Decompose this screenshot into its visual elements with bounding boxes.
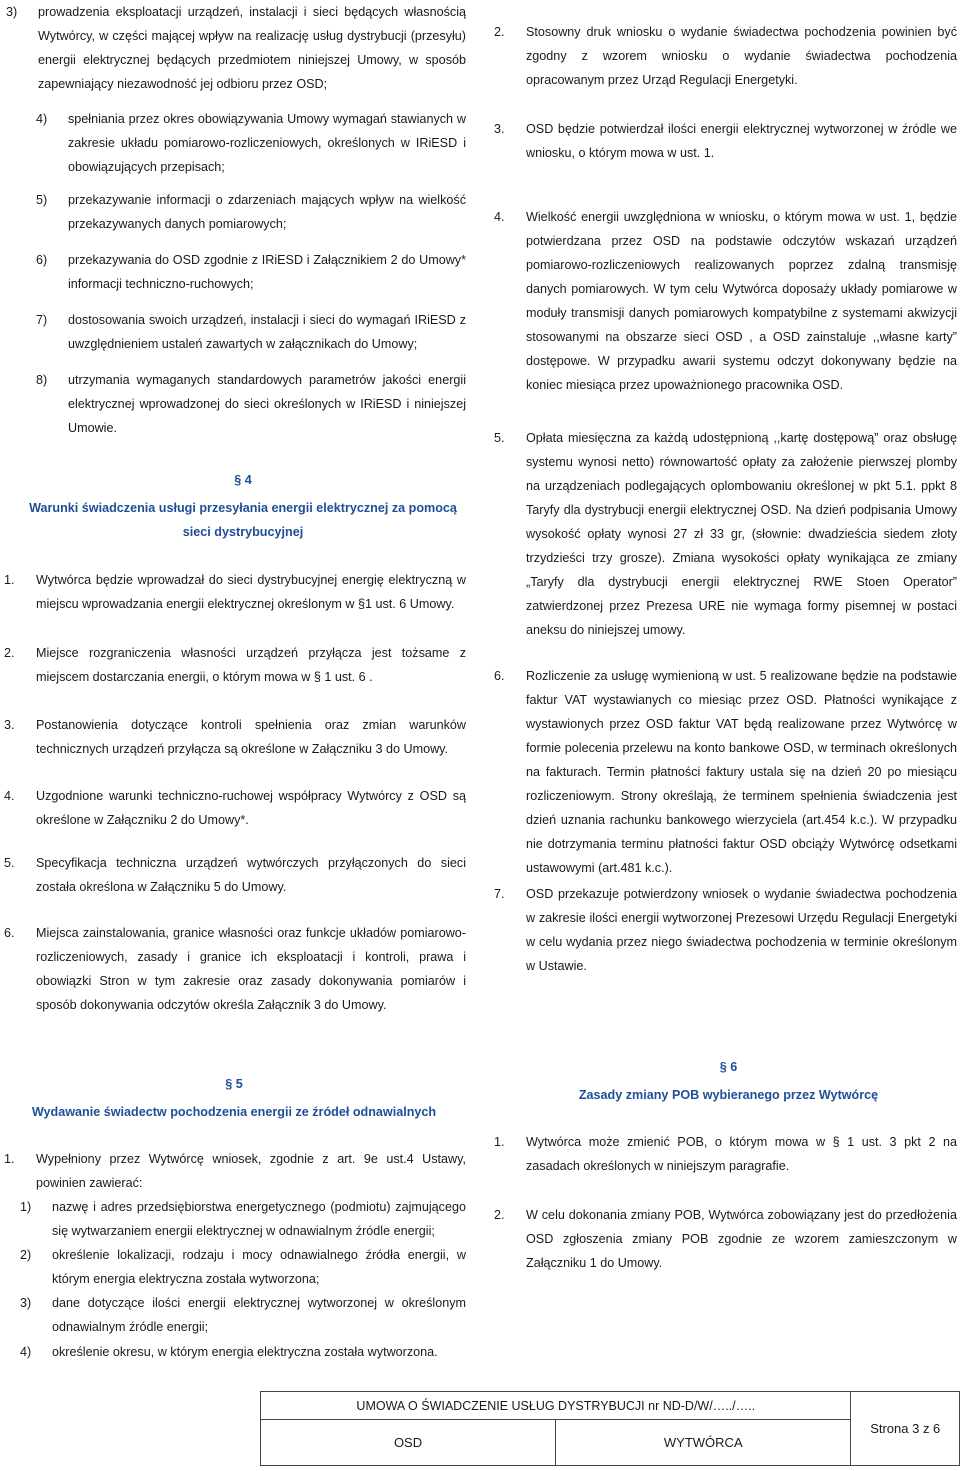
list-item-text: dane dotyczące ilości energii elektrycznej wytworzonej w określonym odnawialnym źródle energii; <box>52 1296 466 1334</box>
paragraph-text: Wytwórca może zmienić POB, o którym mowa w § 1 ust. 3 pkt 2 na zasadach określonych w niniejszym paragrafie. <box>526 1135 957 1173</box>
paragraph: 2. Miejsce rozgraniczenia własności urządzeń przyłącza jest tożsame z miejscem dostarczania energii, o którym mowa w § 1 ust. 6 . <box>36 641 466 689</box>
section-6-heading <box>500 1055 957 1107</box>
section-number: § 5 <box>225 1077 243 1091</box>
list-item-text: dostosowania swoich urządzeń, instalacji i sieci do wymagań IRiESD z uwzględnieniem ustaleń zawartych w załącznikach do Umowy; <box>68 313 466 351</box>
footer-contract-title: UMOWA O ŚWIADCZENIE USŁUG DYSTRYBUCJI nr ND-D/W/…../….. <box>261 1392 851 1420</box>
list-item-text: utrzymania wymaganych standardowych parametrów jakości energii elektrycznej wprowadzonej do sieci określonych w IRiESD i niniejszej Umowie. <box>68 373 466 435</box>
paragraph-text: Opłata miesięczna za każdą udostępnioną ,,kartę dostępową” oraz obsługę systemu wynosi netto) równowartość opłaty za założenie pierwszej plomby na urządzeniach podlegających oplombowaniu określonej w pkt 5.1. ppkt 8 Taryfy dla dystrybucji energii elektrycznej OSD. Na dzień podpisania Umowy wysokość opłaty wynosi 27 zł 33 gr, (słownie: dwadzieścia siedem złoty trzydzieści trzy grosze). Zmiana wysokości opłaty wynikająca ze zmiany „Taryfy dla dystrybucji energii elektrycznej RWE Stoen Operator” zatwierdzonej przez Prezesa URE nie wymaga formy pisemnej w postaci aneksu do niniejszej umowy. <box>526 431 957 637</box>
list-item-text: określenie lokalizacji, rodzaju i mocy odnawialnego źródła energii, w którym energia elektryczna została wytworzona; <box>52 1248 466 1286</box>
paragraph-text: Miejsca zainstalowania, granice własności oraz funkcje układów pomiarowo-rozliczeniowych, zasady i granice ich eksploatacji i kontroli, prawa i obowiązki Stron w tym zakresie oraz zasady dokonywania pomiarów i sposób dokonywania odczytów określa Załącznik 3 do Umowy. <box>36 926 466 1012</box>
paragraph-text: Wytwórca będzie wprowadzał do sieci dystrybucyjnej energię elektryczną w miejscu wprowadzania energii elektrycznej określonym w §1 ust. 6 Umowy. <box>36 573 466 611</box>
paragraph-text: Specyfikacja techniczna urządzeń wytwórczych przyłączonych do sieci została określona w Załączniku 5 do Umowy. <box>36 856 466 894</box>
paragraph: 4. Wielkość energii uwzględniona w wniosku, o którym mowa w ust. 1, będzie potwierdzana przez OSD na podstawie odczytów wskazań urządzeń pomiarowo-rozliczeniowych realizowanych poprzez zdalną transmisję danych pomiarowych. W tym celu Wytwórca doposaży układy pomiarowe w moduły transmisji danych pomiarowych kompatybilne z systemami akwizycji stosowanymi na obszarze sieci OSD , a OSD zainstaluje ,,własne karty” dostępowe. W przypadku awarii systemu odczyt dokonywany będzie na koniec miesiąca przez upoważnionego pracownika OSD. <box>526 205 957 397</box>
section-number: § 6 <box>719 1060 738 1074</box>
list-item: 6) przekazywania do OSD zgodnie z IRiESD i Załącznikiem 2 do Umowy* informacji techniczno-ruchowych; <box>68 248 466 296</box>
list-item-text: spełniania przez okres obowiązywania Umowy wymagań stawianych w zakresie układu pomiarowo-rozliczeniowych, określonych w IRiESD i obowiązujących przepisach; <box>68 112 466 174</box>
list-item: 3) dane dotyczące ilości energii elektrycznej wytworzonej w określonym odnawialnym źródle energii; <box>52 1291 466 1339</box>
section-title: Warunki świadczenia usługi przesyłania energii elektrycznej za pomocą sieci dystrybucyjnej <box>29 501 457 539</box>
paragraph-text: OSD przekazuje potwierdzony wniosek o wydanie świadectwa pochodzenia w zakresie ilości energii wytworzonej Prezesowi Urzędu Regulacji Energetyki w celu wydania przez niego świadectwa pochodzenia w terminie określonym w Ustawie. <box>526 887 957 973</box>
page-footer <box>260 1391 960 1468</box>
list-item: 5) przekazywanie informacji o zdarzeniach mających wpływ na wielkość przekazywanych danych pomiarowych; <box>68 188 466 236</box>
paragraph: 1. Wytwórca może zmienić POB, o którym mowa w § 1 ust. 3 pkt 2 na zasadach określonych w niniejszym paragrafie. <box>526 1130 957 1178</box>
list-item: 4) określenie okresu, w którym energia elektryczna została wytworzona. <box>52 1340 466 1364</box>
list-item: 8) utrzymania wymaganych standardowych parametrów jakości energii elektrycznej wprowadzonej do sieci określonych w IRiESD i niniejszej Umowie. <box>68 368 466 440</box>
paragraph-text: Wielkość energii uwzględniona w wniosku, o którym mowa w ust. 1, będzie potwierdzana przez OSD na podstawie odczytów wskazań urządzeń pomiarowo-rozliczeniowych realizowanych poprzez zdalną transmisję danych pomiarowych. W tym celu Wytwórca doposaży układy pomiarowe w moduły transmisji danych pomiarowych kompatybilne z systemami akwizycji stosowanymi na obszarze sieci OSD , a OSD zainstaluje ,,własne karty” dostępowe. W przypadku awarii systemu odczyt dokonywany będzie na koniec miesiąca przez upoważnionego pracownika OSD. <box>526 210 957 392</box>
list-item-text: nazwę i adres przedsiębiorstwa energetycznego (podmiotu) zajmującego się wytwarzaniem energii elektrycznej w odnawialnym źródle energii; <box>52 1200 466 1238</box>
paragraph-text: Postanowienia dotyczące kontroli spełnienia oraz zmian warunków technicznych urządzeń przyłącza są określone w Załączniku 3 do Umowy. <box>36 718 466 756</box>
paragraph: 5. Specyfikacja techniczna urządzeń wytwórczych przyłączonych do sieci została określona w Załączniku 5 do Umowy. <box>36 851 466 899</box>
paragraph: 4. Uzgodnione warunki techniczno-ruchowej współpracy Wytwórcy z OSD są określone w Załączniku 2 do Umowy*. <box>36 784 466 832</box>
footer-osd-label: OSD <box>261 1420 556 1466</box>
list-item: 3) prowadzenia eksploatacji urządzeń, instalacji i sieci będących własnością Wytwórcy, w części mającej wpływ na realizację usług dystrybucji (przesyłu) energii elektrycznej będących przedmiotem niniejszej Umowy, w sposób zapewniający niezawodność jej odbioru przez OSD; <box>38 0 466 96</box>
paragraph-text: W celu dokonania zmiany POB, Wytwórca zobowiązany jest do przedłożenia OSD zgłoszenia zmiany POB zgodnie ze wzorem zamieszczonym w Załączniku 1 do Umowy. <box>526 1208 957 1270</box>
paragraph-text: Rozliczenie za usługę wymienioną w ust. 5 realizowane będzie na podstawie faktur VAT wystawianych co miesiąc przez OSD. Płatności wynikające z wystawionych przez OSD faktur VAT będą realizowane przez Wytwórcę w formie polecenia przelewu na konto bankowe OSD, w terminach określonych na fakturach. Termin płatności faktury ustala się na dzień 20 po miesiącu rozliczeniowym. Strony określają, że terminem spełnienia świadczenia jest dzień uznania rachunku bankowego wierzyciela (art.454 k.c.). W przypadku nie dotrzymania terminu płatności faktur OSD obciąży Wytwórcę odsetkami ustawowymi (art.481 k.c.). <box>526 669 957 875</box>
paragraph: 1. Wytwórca będzie wprowadzał do sieci dystrybucyjnej energię elektryczną w miejscu wprowadzania energii elektrycznej określonym w §1 ust. 6 Umowy. <box>36 568 466 616</box>
paragraph: 6. Rozliczenie za usługę wymienioną w ust. 5 realizowane będzie na podstawie faktur VAT wystawianych co miesiąc przez OSD. Płatności wynikające z wystawionych przez OSD faktur VAT będą realizowane przez Wytwórcę w formie polecenia przelewu na konto bankowe OSD, w terminach określonych na fakturach. Termin płatności faktury ustala się na dzień 20 po miesiącu rozliczeniowym. Strony określają, że terminem spełnienia świadczenia jest dzień uznania rachunku bankowego wierzyciela (art.454 k.c.). W przypadku nie dotrzymania terminu płatności faktur OSD obciąży Wytwórcę odsetkami ustawowymi (art.481 k.c.). <box>526 664 957 880</box>
paragraph: 6. Miejsca zainstalowania, granice własności oraz funkcje układów pomiarowo-rozliczeniowych, zasady i granice ich eksploatacji i kontroli, prawa i obowiązki Stron w tym zakresie oraz zasady dokonywania pomiarów i sposób dokonywania odczytów określa Załącznik 3 do Umowy. <box>36 921 466 1017</box>
list-item: 4) spełniania przez okres obowiązywania Umowy wymagań stawianych w zakresie układu pomiarowo-rozliczeniowych, określonych w IRiESD i obowiązujących przepisach; <box>68 107 466 179</box>
paragraph: 5. Opłata miesięczna za każdą udostępnioną ,,kartę dostępową” oraz obsługę systemu wynosi netto) równowartość opłaty za założenie pierwszej plomby na urządzeniach podlegających oplombowaniu określonej w pkt 5.1. ppkt 8 Taryfy dla dystrybucji energii elektrycznej OSD. Na dzień podpisania Umowy wysokość opłaty wynosi 27 zł 33 gr, (słownie: dwadzieścia siedem złoty trzydzieści trzy grosze). Zmiana wysokości opłaty wynikająca ze zmiany „Taryfy dla dystrybucji energii elektrycznej RWE Stoen Operator” zatwierdzonej przez Prezesa URE nie wymaga formy pisemnej w postaci aneksu do niniejszej umowy. <box>526 426 957 642</box>
list-item: 2) określenie lokalizacji, rodzaju i mocy odnawialnego źródła energii, w którym energia elektryczna została wytworzona; <box>52 1243 466 1291</box>
paragraph: 2. Stosowny druk wniosku o wydanie świadectwa pochodzenia powinien być zgodny z wzorem wniosku o wydanie świadectwa pochodzenia opracowanym przez Urząd Regulacji Energetyki. <box>526 20 957 92</box>
list-item: 1) nazwę i adres przedsiębiorstwa energetycznego (podmiotu) zajmującego się wytwarzaniem energii elektrycznej w odnawialnym źródle energii; <box>52 1195 466 1243</box>
footer-wytworca-label: WYTWÓRCA <box>556 1420 851 1466</box>
list-item-text: przekazywania do OSD zgodnie z IRiESD i Załącznikiem 2 do Umowy* informacji techniczno-ruchowych; <box>68 253 466 291</box>
section-5-heading <box>20 1072 448 1124</box>
list-item: 7) dostosowania swoich urządzeń, instalacji i sieci do wymagań IRiESD z uwzględnieniem ustaleń zawartych w załącznikach do Umowy; <box>68 308 466 356</box>
section-title: Zasady zmiany POB wybieranego przez Wytwórcę <box>578 1088 879 1102</box>
list-item-text: przekazywanie informacji o zdarzeniach mających wpływ na wielkość przekazywanych danych pomiarowych; <box>68 193 466 231</box>
paragraph-text: OSD będzie potwierdzał ilości energii elektrycznej wytworzonej w źródle we wniosku, o którym mowa w ust. 1. <box>526 122 957 160</box>
paragraph: 1. Wypełniony przez Wytwórcę wniosek, zgodnie z art. 9e ust.4 Ustawy, powinien zawierać: <box>36 1147 466 1195</box>
paragraph-text: Uzgodnione warunki techniczno-ruchowej współpracy Wytwórcy z OSD są określone w Załączniku 2 do Umowy*. <box>36 789 466 827</box>
footer-page-number: Strona 3 z 6 <box>851 1392 960 1466</box>
list-item-text: określenie okresu, w którym energia elektryczna została wytworzona. <box>52 1345 438 1359</box>
paragraph-text: Stosowny druk wniosku o wydanie świadectwa pochodzenia powinien być zgodny z wzorem wniosku o wydanie świadectwa pochodzenia opracowanym przez Urząd Regulacji Energetyki. <box>526 25 957 87</box>
list-item-text: prowadzenia eksploatacji urządzeń, instalacji i sieci będących własnością Wytwórcy, w części mającej wpływ na realizację usług dystrybucji (przesyłu) energii elektrycznej będących przedmiotem niniejszej Umowy, w sposób zapewniający niezawodność jej odbioru przez OSD; <box>38 5 466 91</box>
paragraph-text: Wypełniony przez Wytwórcę wniosek, zgodnie z art. 9e ust.4 Ustawy, powinien zawierać: <box>36 1152 466 1190</box>
footer-table <box>260 1391 960 1466</box>
paragraph: 3. Postanowienia dotyczące kontroli spełnienia oraz zmian warunków technicznych urządzeń przyłącza są określone w Załączniku 3 do Umowy. <box>36 713 466 761</box>
section-title: Wydawanie świadectw pochodzenia energii ze źródeł odnawialnych <box>31 1105 437 1119</box>
section-number: § 4 <box>234 473 252 487</box>
paragraph: 2. W celu dokonania zmiany POB, Wytwórca zobowiązany jest do przedłożenia OSD zgłoszenia zmiany POB zgodnie ze wzorem zamieszczonym w Załączniku 1 do Umowy. <box>526 1203 957 1275</box>
paragraph: 3. OSD będzie potwierdzał ilości energii elektrycznej wytworzonej w źródle we wniosku, o którym mowa w ust. 1. <box>526 117 957 165</box>
paragraph-text: Miejsce rozgraniczenia własności urządzeń przyłącza jest tożsame z miejscem dostarczania energii, o którym mowa w § 1 ust. 6 . <box>36 646 466 684</box>
section-4-heading <box>20 468 466 544</box>
paragraph: 7. OSD przekazuje potwierdzony wniosek o wydanie świadectwa pochodzenia w zakresie ilości energii wytworzonej Prezesowi Urzędu Regulacji Energetyki w celu wydania przez niego świadectwa pochodzenia w terminie określonym w Ustawie. <box>526 882 957 978</box>
